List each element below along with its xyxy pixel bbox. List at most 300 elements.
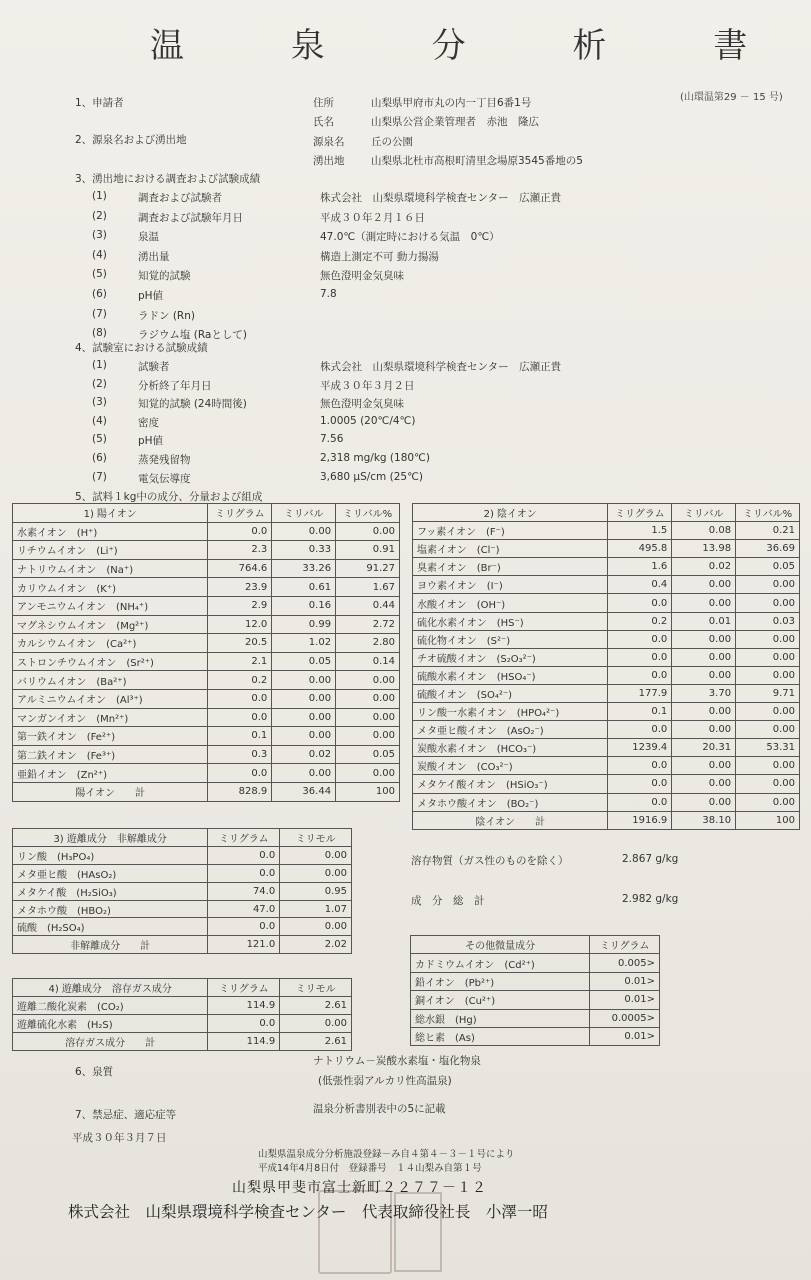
cell-value: 0.01>: [590, 972, 660, 990]
lab-row-number: (7): [92, 470, 107, 483]
spring-location: 山梨県北杜市高根町清里念場原3545番地の5: [371, 155, 583, 167]
table-row: [13, 727, 400, 746]
cell-value: 0.01: [672, 612, 736, 630]
site-row-label: 知覚的試験: [138, 270, 191, 283]
spring-quality-note: (低張性弱アルカリ性高温泉): [318, 1075, 452, 1087]
cell-value: 177.9: [608, 684, 672, 702]
site-row-label: 湧出量: [138, 250, 170, 263]
cell-value: 0.00: [736, 576, 800, 594]
table-row: [13, 996, 352, 1014]
table-row: [13, 541, 400, 560]
cation-table: [12, 503, 400, 802]
cell-value: 0.00: [272, 671, 336, 690]
dissolved-solids-label: 溶存物質（ガス性のものを除く）: [411, 855, 569, 867]
cell-value: 0.00: [736, 703, 800, 721]
cell-value: 0.00: [672, 757, 736, 775]
cell-label: 鉛イオン (Pb²⁺): [411, 972, 590, 990]
cell-value: ミリグラム: [208, 829, 280, 847]
cell-value: 495.8: [608, 540, 672, 558]
cell-value: 0.00: [736, 594, 800, 612]
table-row: [13, 918, 352, 936]
contraindication-value: 温泉分析書別表中の5に記載: [313, 1103, 446, 1115]
cell-value: 0.02: [272, 745, 336, 764]
cell-value: 0.33: [272, 541, 336, 560]
cell-value: 0.2: [208, 671, 272, 690]
cell-value: 20.5: [208, 634, 272, 653]
cell-value: 2.02: [280, 936, 352, 954]
site-row-label: 泉温: [138, 231, 159, 244]
site-row-number: (2): [92, 209, 107, 222]
site-row-value: 株式会社 山梨県環境科学検査センター 広瀬正貴: [320, 192, 562, 204]
cell-value: 1.6: [608, 558, 672, 576]
table-row: [413, 576, 800, 594]
lab-row-number: (2): [92, 377, 107, 390]
cell-value: 23.9: [208, 578, 272, 597]
cell-value: 114.9: [208, 996, 280, 1014]
cell-label: 陽イオン 計: [13, 782, 208, 801]
cell-label: 塩素イオン (Cl⁻): [413, 540, 608, 558]
table-row: [413, 540, 800, 558]
cell-value: 0.0: [608, 775, 672, 793]
cell-value: 0.21: [736, 522, 800, 540]
site-row-number: (8): [92, 327, 107, 340]
cell-value: 0.00: [736, 648, 800, 666]
table-row: [413, 666, 800, 684]
cell-value: 764.6: [208, 559, 272, 578]
composition-label: 5、試料１kg中の成分、分量および組成: [75, 491, 263, 503]
cell-label: チオ硫酸イオン (S₂O₃²⁻): [413, 648, 608, 666]
cell-value: 0.2: [608, 612, 672, 630]
cell-label: 遊離硫化水素 (H₂S): [13, 1014, 208, 1032]
lab-row-number: (1): [92, 359, 107, 371]
cell-value: 0.0: [608, 721, 672, 739]
cell-value: 0.0: [208, 522, 272, 541]
table-row: [411, 1027, 660, 1045]
cell-value: 0.05: [336, 745, 400, 764]
cell-value: 0.00: [672, 775, 736, 793]
site-row-value: 無色澄明金気臭味: [320, 270, 404, 283]
cell-label: リン酸 (H₃PO₄): [13, 846, 208, 864]
table-total-row: [13, 782, 400, 801]
cell-label: 遊離二酸化炭素 (CO₂): [13, 996, 208, 1014]
table-row: [413, 522, 800, 540]
name-label: 氏名: [313, 116, 334, 128]
undissociated-table: [12, 828, 352, 954]
table-row: [13, 578, 400, 597]
cell-value: 0.01>: [590, 1027, 660, 1045]
cell-value: 12.0: [208, 615, 272, 634]
table-header: [411, 936, 660, 954]
cell-value: 0.00: [272, 708, 336, 727]
gas-table: [12, 978, 352, 1051]
cell-value: 100: [336, 782, 400, 801]
cell-label: ストロンチウムイオン (Sr²⁺): [13, 652, 208, 671]
cell-value: 0.00: [736, 793, 800, 811]
cell-value: 0.14: [336, 652, 400, 671]
cell-value: 47.0: [208, 900, 280, 918]
lab-row-value: 株式会社 山梨県環境科学検査センター 広瀬正貴: [320, 361, 562, 373]
site-row-label: ラドン (Rn): [138, 309, 195, 322]
spring-name-label: 源泉名: [313, 136, 345, 148]
cell-value: 0.00: [272, 522, 336, 541]
site-row-label: 調査および試験者: [138, 192, 222, 204]
cell-value: 0.0: [208, 1014, 280, 1032]
cell-label: バリウムイオン (Ba²⁺): [13, 671, 208, 690]
cell-label: アンモニウムイオン (NH₄⁺): [13, 596, 208, 615]
cell-label: 非解離成分 計: [13, 936, 208, 954]
cell-label: マンガンイオン (Mn²⁺): [13, 708, 208, 727]
table-row: [413, 558, 800, 576]
cell-value: 2.80: [336, 634, 400, 653]
lab-row-label: 分析終了年月日: [138, 379, 212, 392]
cell-value: 2.61: [280, 996, 352, 1014]
cell-value: 1.67: [336, 578, 400, 597]
total-components-value: 2.982 g/kg: [622, 893, 679, 905]
cell-value: 0.0: [608, 757, 672, 775]
cell-value: 3.70: [672, 684, 736, 702]
cell-value: 0.99: [272, 615, 336, 634]
table-total-row: [13, 1032, 352, 1050]
cell-value: ミリグラム: [590, 936, 660, 954]
registration-line-1: 山梨県温泉成分分析施設登録－み自４第４－３－１号により: [258, 1149, 515, 1160]
dissolved-solids-value: 2.867 g/kg: [622, 853, 679, 865]
cell-value: 2.3: [208, 541, 272, 560]
lab-row-number: (6): [92, 452, 107, 464]
table-row: [13, 634, 400, 653]
cell-value: 0.00: [672, 648, 736, 666]
cell-value: 0.005>: [590, 954, 660, 972]
cell-value: 0.00: [736, 721, 800, 739]
cell-label: 炭酸イオン (CO₃²⁻): [413, 757, 608, 775]
cell-label: メタ亜ヒ酸イオン (AsO₂⁻): [413, 721, 608, 739]
cell-value: 9.71: [736, 684, 800, 702]
lab-row-value: 3,680 μS/cm (25℃): [320, 470, 423, 483]
applicant-name: 山梨県公営企業管理者 赤池 隆広: [371, 116, 539, 128]
cell-value: ミリバル: [672, 504, 736, 522]
site-row-label: pH値: [138, 290, 164, 302]
cell-value: 0.0: [608, 666, 672, 684]
cell-label: その他微量成分: [411, 936, 590, 954]
cell-value: 0.00: [672, 703, 736, 721]
cell-value: 0.00: [280, 864, 352, 882]
cell-value: 121.0: [208, 936, 280, 954]
contraindication-label: 7、禁忌症、適応症等: [75, 1109, 177, 1121]
cell-value: 2.72: [336, 615, 400, 634]
table-row: [13, 1014, 352, 1032]
cell-value: ミリバル%: [736, 504, 800, 522]
spring-name: 丘の公園: [371, 136, 413, 148]
lab-row-label: 電気伝導度: [138, 472, 191, 485]
cell-label: ナトリウムイオン (Na⁺): [13, 559, 208, 578]
cell-label: 硫酸イオン (SO₄²⁻): [413, 684, 608, 702]
cell-label: アルミニウムイオン (Al³⁺): [13, 689, 208, 708]
cell-value: 0.0: [208, 846, 280, 864]
cell-value: 0.05: [736, 558, 800, 576]
cell-label: リチウムイオン (Li⁺): [13, 541, 208, 560]
cell-value: 0.00: [336, 671, 400, 690]
cell-value: 0.00: [672, 630, 736, 648]
cell-value: 0.00: [736, 775, 800, 793]
cell-value: 0.95: [280, 882, 352, 900]
cell-value: 2.1: [208, 652, 272, 671]
cell-value: 0.0: [208, 918, 280, 936]
cell-value: 74.0: [208, 882, 280, 900]
cell-value: 20.31: [672, 739, 736, 757]
table-row: [413, 775, 800, 793]
lab-row-number: (5): [92, 433, 107, 446]
cell-value: 1.5: [608, 522, 672, 540]
cell-value: 0.00: [336, 522, 400, 541]
cell-value: 0.0: [608, 630, 672, 648]
cell-value: 53.31: [736, 739, 800, 757]
table-row: [413, 739, 800, 757]
cell-value: 0.3: [208, 745, 272, 764]
table-row: [413, 684, 800, 702]
table-row: [13, 745, 400, 764]
table-row: [13, 652, 400, 671]
cell-value: 0.00: [280, 846, 352, 864]
table-row: [13, 522, 400, 541]
cell-value: 1239.4: [608, 739, 672, 757]
applicant-address: 山梨県甲府市丸の内一丁目6番1号: [371, 97, 532, 109]
cell-value: 0.00: [272, 764, 336, 783]
cell-label: 2) 陰イオン: [413, 504, 608, 522]
cell-value: 0.91: [336, 541, 400, 560]
cell-value: 0.00: [336, 764, 400, 783]
cell-value: ミリモル: [280, 829, 352, 847]
table-row: [411, 991, 660, 1009]
cell-value: 0.00: [336, 708, 400, 727]
anion-table: [412, 503, 800, 830]
cell-value: 1.07: [280, 900, 352, 918]
total-components-label: 成 分 総 計: [411, 895, 485, 907]
lab-row-label: 知覚的試験 (24時間後): [138, 398, 247, 411]
cell-value: 0.03: [736, 612, 800, 630]
cell-label: 硫酸 (H₂SO₄): [13, 918, 208, 936]
cell-value: 0.05: [272, 652, 336, 671]
cell-value: ミリグラム: [208, 979, 280, 997]
lab-row-label: 蒸発残留物: [138, 454, 191, 466]
cell-value: 0.00: [672, 666, 736, 684]
cell-value: 0.00: [280, 1014, 352, 1032]
cell-value: 100: [736, 811, 800, 829]
cell-value: 0.00: [336, 727, 400, 746]
location-label: 湧出地: [313, 155, 345, 167]
table-row: [413, 793, 800, 811]
table-total-row: [413, 811, 800, 829]
cell-value: 0.00: [736, 630, 800, 648]
cell-value: 2.9: [208, 596, 272, 615]
company-address: 山梨県甲斐市富士新町２２７７－１２: [232, 1180, 487, 1196]
cell-label: メタホウ酸 (HBO₂): [13, 900, 208, 918]
cell-value: 0.0005>: [590, 1009, 660, 1027]
page-title: 温 泉 分 析 書: [150, 26, 796, 66]
cell-label: 硫化水素イオン (HS⁻): [413, 612, 608, 630]
cell-value: 0.0: [208, 708, 272, 727]
lab-row-label: pH値: [138, 435, 164, 448]
lab-row-number: (4): [92, 414, 107, 427]
cell-value: 0.02: [672, 558, 736, 576]
cell-value: 0.0: [208, 864, 280, 882]
table-row: [13, 689, 400, 708]
cell-value: 13.98: [672, 540, 736, 558]
registration-line-2: 平成14年4月8日付 登録番号 １４山梨み自第１号: [258, 1163, 482, 1174]
trace-table: [410, 935, 660, 1046]
cell-value: 0.0: [608, 793, 672, 811]
cell-value: 33.26: [272, 559, 336, 578]
cell-label: マグネシウムイオン (Mg²⁺): [13, 615, 208, 634]
lab-row-number: (3): [92, 396, 107, 409]
table-row: [411, 1009, 660, 1027]
cell-label: 亜鉛イオン (Zn²⁺): [13, 764, 208, 783]
site-row-value: 47.0℃（測定時における気温 0℃）: [320, 231, 500, 244]
site-row-label: 調査および試験年月日: [138, 211, 243, 224]
cell-label: リン酸一水素イオン (HPO₄²⁻): [413, 703, 608, 721]
lab-row-label: 密度: [138, 416, 159, 429]
cell-label: 4) 遊離成分 溶存ガス成分: [13, 979, 208, 997]
cell-value: ミリモル: [280, 979, 352, 997]
cell-value: 0.61: [272, 578, 336, 597]
cell-label: カルシウムイオン (Ca²⁺): [13, 634, 208, 653]
document-number: (山環温第29 － 15 号): [680, 92, 783, 103]
cell-label: メタケイ酸イオン (HSiO₃⁻): [413, 775, 608, 793]
table-row: [13, 882, 352, 900]
lab-row-value: 無色澄明金気臭味: [320, 398, 404, 411]
lab-section-label: 4、試験室における試験成績: [75, 342, 208, 354]
cell-label: 総水銀 (Hg): [411, 1009, 590, 1027]
cell-value: 0.1: [608, 703, 672, 721]
cell-label: フッ素イオン (F⁻): [413, 522, 608, 540]
cell-value: 0.00: [736, 757, 800, 775]
lab-row-label: 試験者: [138, 361, 170, 373]
table-row: [413, 703, 800, 721]
cell-value: ミリグラム: [608, 504, 672, 522]
cell-label: メタホウ酸イオン (BO₂⁻): [413, 793, 608, 811]
site-row-number: (6): [92, 288, 107, 300]
cell-value: 0.00: [672, 594, 736, 612]
table-total-row: [13, 936, 352, 954]
cell-value: 0.00: [272, 727, 336, 746]
table-header: [13, 979, 352, 997]
cell-value: 2.61: [280, 1032, 352, 1050]
table-row: [13, 671, 400, 690]
cell-value: ミリバル: [272, 504, 336, 523]
table-row: [413, 757, 800, 775]
cell-value: 36.44: [272, 782, 336, 801]
table-row: [13, 559, 400, 578]
cell-value: 114.9: [208, 1032, 280, 1050]
table-row: [13, 900, 352, 918]
cell-label: 溶存ガス成分 計: [13, 1032, 208, 1050]
cell-value: 0.08: [672, 522, 736, 540]
cell-label: 水素イオン (H⁺): [13, 522, 208, 541]
cell-value: 0.00: [336, 689, 400, 708]
cell-label: 硫化物イオン (S²⁻): [413, 630, 608, 648]
company-signature: 株式会社 山梨県環境科学検査センター 代表取締役社長 小澤一昭: [68, 1203, 548, 1221]
cell-label: 3) 遊離成分 非解離成分: [13, 829, 208, 847]
cell-value: 0.0: [208, 689, 272, 708]
cell-value: 0.01>: [590, 991, 660, 1009]
cell-label: カリウムイオン (K⁺): [13, 578, 208, 597]
site-row-number: (3): [92, 229, 107, 242]
issue-date: 平成３０年３月７日: [72, 1132, 167, 1144]
cell-label: 総ヒ素 (As): [411, 1027, 590, 1045]
cell-value: 0.00: [736, 666, 800, 684]
cell-label: カドミウムイオン (Cd²⁺): [411, 954, 590, 972]
cell-label: 臭素イオン (Br⁻): [413, 558, 608, 576]
cell-value: 1.02: [272, 634, 336, 653]
site-row-value: 平成３０年２月１６日: [320, 211, 425, 224]
cell-value: ミリグラム: [208, 504, 272, 523]
site-row-label: ラジウム塩 (Raとして): [138, 329, 247, 342]
lab-row-value: 2,318 mg/kg (180℃): [320, 452, 430, 464]
cell-label: メタケイ酸 (H₂SiO₃): [13, 882, 208, 900]
cell-label: 陰イオン 計: [413, 811, 608, 829]
table-row: [13, 615, 400, 634]
site-row-number: (5): [92, 268, 107, 281]
spring-quality: ナトリウム－炭酸水素塩・塩化物泉: [313, 1055, 481, 1067]
cell-value: 0.00: [672, 576, 736, 594]
site-row-value: 7.8: [320, 288, 337, 300]
table-header: [13, 504, 400, 523]
cell-value: 0.00: [272, 689, 336, 708]
table-row: [413, 648, 800, 666]
table-row: [411, 954, 660, 972]
site-row-number: (1): [92, 190, 107, 202]
cell-value: 0.00: [672, 721, 736, 739]
cell-label: 銅イオン (Cu²⁺): [411, 991, 590, 1009]
cell-value: 0.0: [208, 764, 272, 783]
cell-value: 36.69: [736, 540, 800, 558]
site-row-value: 構造上測定不可 動力揚湯: [320, 250, 439, 263]
address-label: 住所: [313, 97, 334, 109]
cell-value: 0.4: [608, 576, 672, 594]
cell-label: 1) 陽イオン: [13, 504, 208, 523]
cell-label: メタ亜ヒ酸 (HAsO₂): [13, 864, 208, 882]
cell-value: 0.0: [608, 648, 672, 666]
cell-label: ヨウ素イオン (I⁻): [413, 576, 608, 594]
cell-value: ミリバル%: [336, 504, 400, 523]
lab-row-value: 7.56: [320, 433, 344, 446]
table-row: [413, 594, 800, 612]
cell-value: 1916.9: [608, 811, 672, 829]
cell-value: 0.1: [208, 727, 272, 746]
site-section-label: 3、湧出地における調査および試験成績: [75, 173, 261, 185]
cell-label: 水酸イオン (OH⁻): [413, 594, 608, 612]
table-row: [13, 764, 400, 783]
applicant-label: 1、申請者: [75, 97, 124, 109]
quality-label: 6、泉質: [75, 1066, 114, 1078]
cell-value: 38.10: [672, 811, 736, 829]
table-row: [13, 596, 400, 615]
table-row: [411, 972, 660, 990]
table-row: [413, 721, 800, 739]
cell-value: 0.16: [272, 596, 336, 615]
source-label: 2、源泉名および湧出地: [75, 134, 187, 146]
cell-value: 91.27: [336, 559, 400, 578]
cell-label: 第一鉄イオン (Fe²⁺): [13, 727, 208, 746]
site-row-number: (7): [92, 307, 107, 320]
cell-label: 炭酸水素イオン (HCO₃⁻): [413, 739, 608, 757]
cell-label: 第二鉄イオン (Fe³⁺): [13, 745, 208, 764]
table-header: [13, 829, 352, 847]
cell-value: 0.0: [608, 594, 672, 612]
table-row: [13, 846, 352, 864]
cell-value: 828.9: [208, 782, 272, 801]
table-header: [413, 504, 800, 522]
cell-value: 0.00: [672, 793, 736, 811]
table-row: [413, 612, 800, 630]
